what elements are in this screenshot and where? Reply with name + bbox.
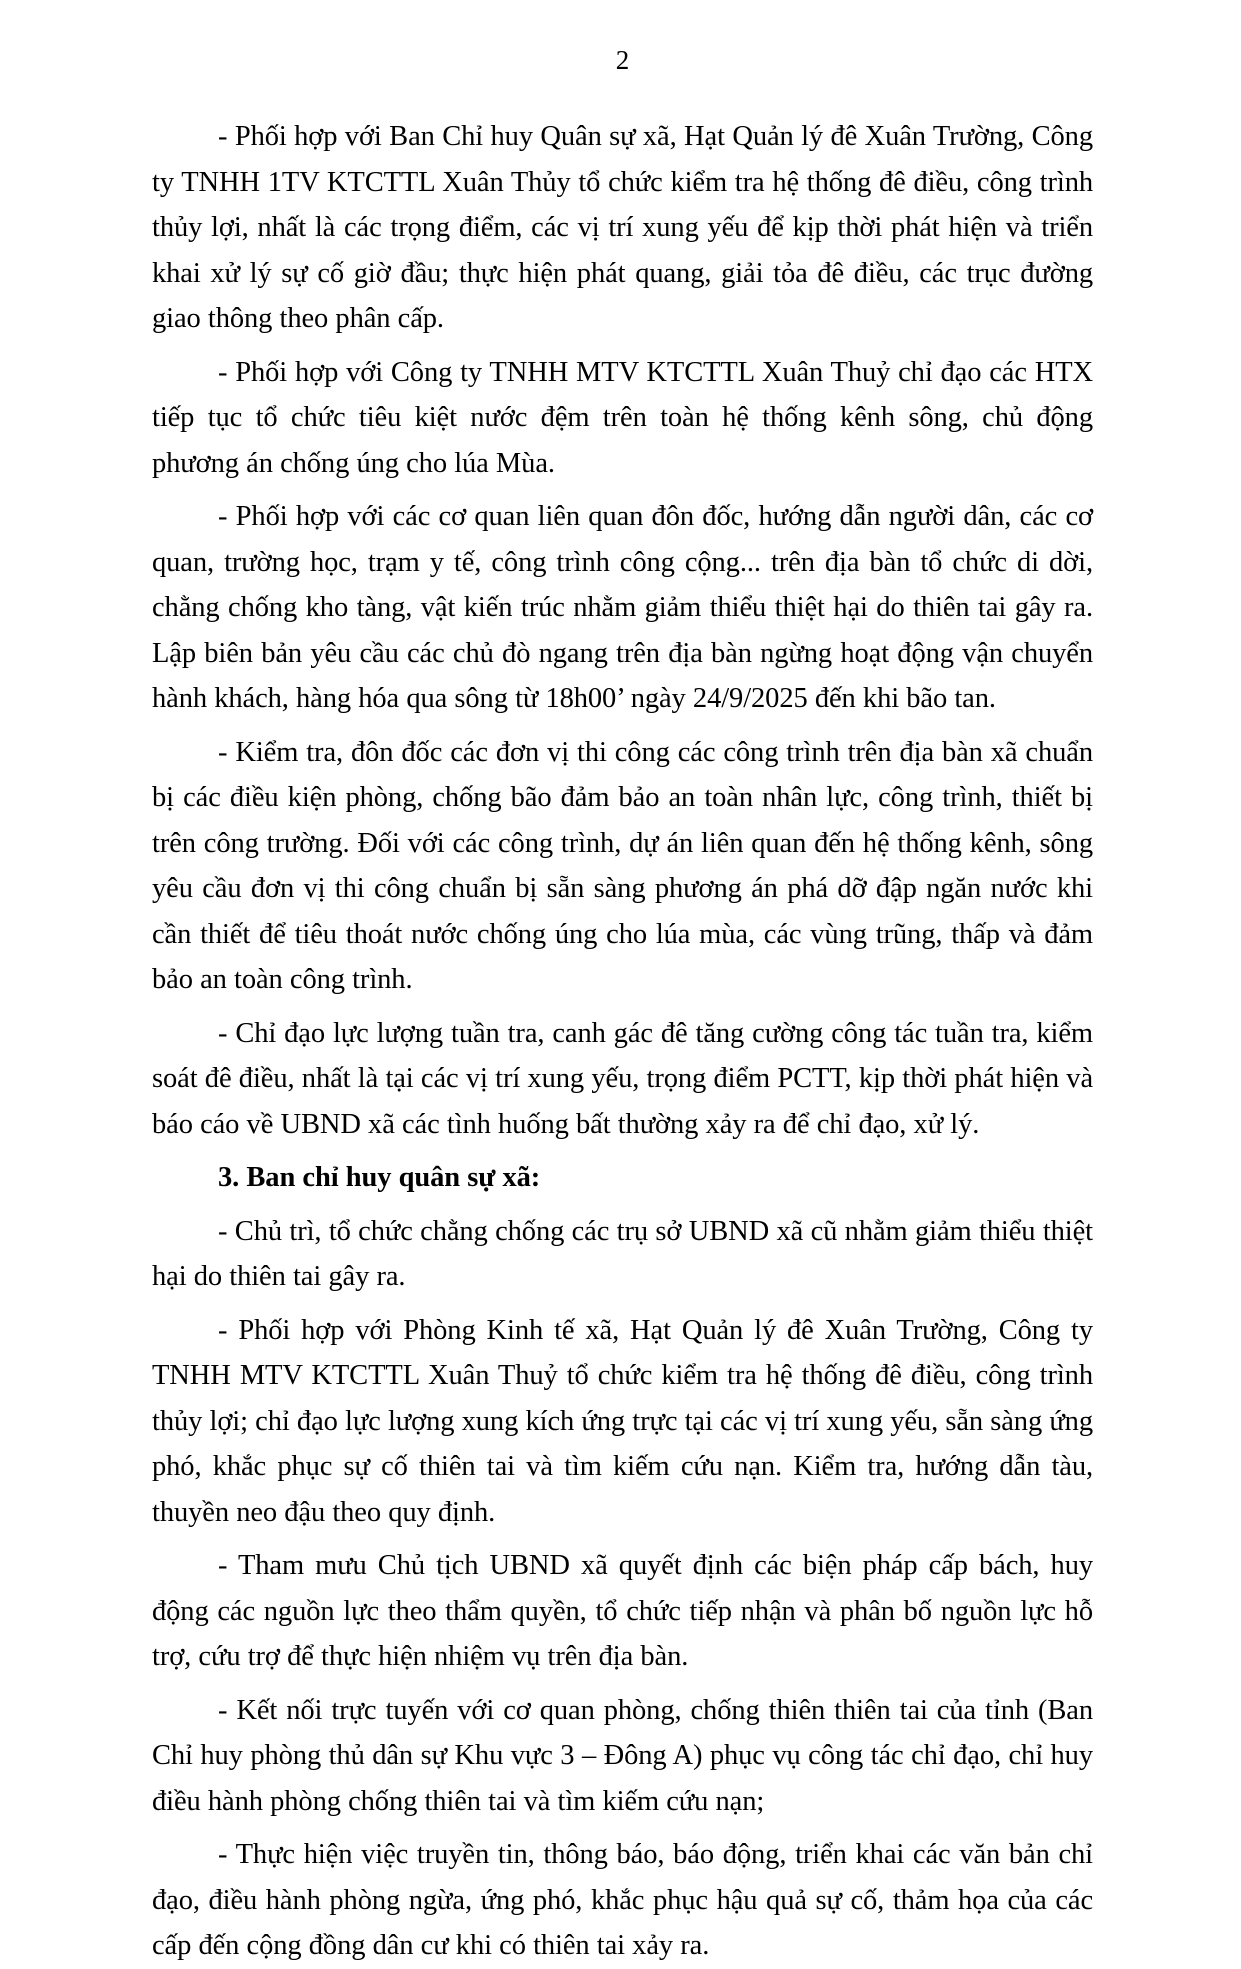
paragraph-9: - Tham mưu Chủ tịch UBND xã quyết định các biện pháp cấp bách, huy động các nguồn lực theo thẩm quyền, tổ chức tiếp nhận và phân bố nguồn lực hỗ trợ, cứu trợ để thực hiện nhiệm vụ trên địa bàn. — [152, 1550, 1093, 1673]
paragraph-10: - Kết nối trực tuyến với cơ quan phòng, chống thiên thiên tai của tỉnh (Ban Chỉ huy phòng thủ dân sự Khu vực 3 – Đông A) phục vụ công tác chỉ đạo, chỉ huy điều hành phòng chống thiên tai và tìm kiếm cứu nạn; — [152, 1694, 1093, 1817]
paragraph-11: - Thực hiện việc truyền tin, thông báo, báo động, triển khai các văn bản chỉ đạo, điều hành phòng ngừa, ứng phó, khắc phục hậu quả sự cố, thảm họa của các cấp đến cộng đồng dân cư khi có thiên tai xảy ra. — [152, 1839, 1093, 1962]
section-heading-3: 3. Ban chỉ huy quân sự xã: — [218, 1162, 541, 1194]
paragraph-5: - Chỉ đạo lực lượng tuần tra, canh gác đê tăng cường công tác tuần tra, kiểm soát đê điều, nhất là tại các vị trí xung yếu, trọng điểm PCTT, kịp thời phát hiện và báo cáo về UBND xã các tình huống bất thường xảy ra để chỉ đạo, xử lý. — [152, 1017, 1093, 1140]
paragraph-7: - Chủ trì, tổ chức chằng chống các trụ sở UBND xã cũ nhằm giảm thiểu thiệt hại do thiên tai gây ra. — [152, 1215, 1093, 1293]
document-body — [152, 114, 1093, 1969]
paragraph-8: - Phối hợp với Phòng Kinh tế xã, Hạt Quản lý đê Xuân Trường, Công ty TNHH MTV KTCTTL Xuân Thuỷ tổ chức kiểm tra hệ thống đê điều, công trình thủy lợi; chỉ đạo lực lượng xung kích ứng trực tại các vị trí xung yếu, sẵn sàng ứng phó, khắc phục sự cố thiên tai và tìm kiếm cứu nạn. Kiểm tra, hướng dẫn tàu, thuyền neo đậu theo quy định. — [152, 1314, 1093, 1528]
paragraph-4: - Kiểm tra, đôn đốc các đơn vị thi công các công trình trên địa bàn xã chuẩn bị các điều kiện phòng, chống bão đảm bảo an toàn nhân lực, công trình, thiết bị trên công trường. Đối với các công trình, dự án liên quan đến hệ thống kênh, sông yêu cầu đơn vị thi công chuẩn bị sẵn sàng phương án phá dỡ đập ngăn nước khi cần thiết để tiêu thoát nước chống úng cho lúa mùa, các vùng trũng, thấp và đảm bảo an toàn công trình. — [152, 736, 1093, 996]
page-number: 2 — [615, 45, 630, 75]
paragraph-2: - Phối hợp với Công ty TNHH MTV KTCTTL Xuân Thuỷ chỉ đạo các HTX tiếp tục tổ chức tiêu kiệt nước đệm trên toàn hệ thống kênh sông, chủ động phương án chống úng cho lúa Mùa. — [152, 356, 1093, 479]
paragraph-1: - Phối hợp với Ban Chỉ huy Quân sự xã, Hạt Quản lý đê Xuân Trường, Công ty TNHH 1TV KTCTTL Xuân Thủy tổ chức kiểm tra hệ thống đê điều, công trình thủy lợi, nhất là các trọng điểm, các vị trí xung yếu để kịp thời phát hiện và triển khai xử lý sự cố giờ đầu; thực hiện phát quang, giải tỏa đê điều, các trục đường giao thông theo phân cấp. — [152, 121, 1093, 335]
paragraph-3: - Phối hợp với các cơ quan liên quan đôn đốc, hướng dẫn người dân, các cơ quan, trường học, trạm y tế, công trình công cộng... trên địa bàn tổ chức di dời, chằng chống kho tàng, vật kiến trúc nhằm giảm thiểu thiệt hại do thiên tai gây ra. Lập biên bản yêu cầu các chủ đò ngang trên địa bàn ngừng hoạt động vận chuyển hành khách, hàng hóa qua sông từ 18h00’ ngày 24/9/2025 đến khi bão tan. — [152, 501, 1093, 715]
